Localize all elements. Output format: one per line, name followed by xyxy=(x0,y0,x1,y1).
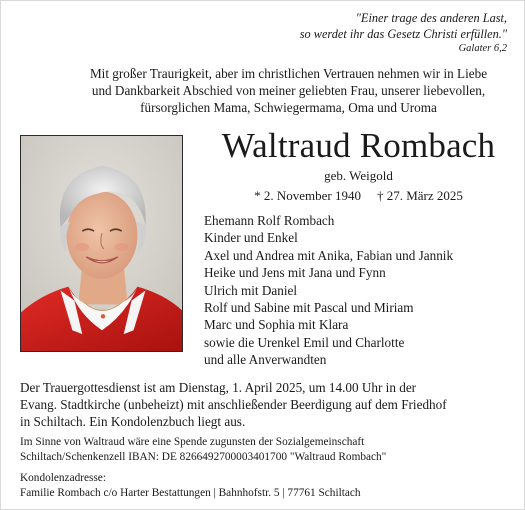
deceased-info xyxy=(196,125,521,204)
portrait-illustration xyxy=(21,136,182,351)
service-line-3: in Schiltach. Ein Kondolenzbuch liegt aus. xyxy=(20,414,246,429)
service-line-2: Evang. Stadtkirche (unbeheizt) mit anschließender Beerdigung auf dem Friedhof xyxy=(20,397,447,412)
maiden-name: geb. Weigold xyxy=(324,168,393,183)
family-line: und alle Anverwandten xyxy=(204,352,327,368)
quote-line-2: so werdet ihr das Gesetz Christi erfüllen." xyxy=(299,26,507,41)
family-line: Axel und Andrea mit Anika, Fabian und Jannik xyxy=(204,247,454,263)
life-dates xyxy=(196,188,521,204)
service-line-1: Der Trauergottesdienst ist am Dienstag, 1. April 2025, um 14.00 Uhr in der xyxy=(20,380,417,395)
family-line: Ulrich mit Daniel xyxy=(204,282,298,298)
donation-line-2: Schiltach/Schenkenzell IBAN: DE 8266492700003401700 "Waltraud Rombach" xyxy=(20,450,387,463)
condolence-label: Kondolenzadresse: xyxy=(20,472,106,484)
family-line: sowie die Urenkel Emil und Charlotte xyxy=(204,334,405,350)
family-line: Ehemann Rolf Rombach xyxy=(204,213,335,228)
quote-line-1: "Einer trage des anderen Last, xyxy=(355,11,507,25)
quote-reference: Galater 6,2 xyxy=(458,43,507,54)
condolence-address xyxy=(20,471,515,500)
family-line: Marc und Sophia mit Klara xyxy=(204,317,349,333)
intro-line-3: fürsorglichen Mama, Schwiegermama, Oma und Uroma xyxy=(140,100,437,115)
donation-line-1: Im Sinne von Waltraud wäre eine Spende zugunsten der Sozialgemeinschaft xyxy=(20,436,365,448)
birth-date: * 2. November 1940 xyxy=(254,188,361,203)
family-line: Kinder und Enkel xyxy=(204,230,298,246)
family-list xyxy=(204,212,453,369)
death-date: † 27. März 2025 xyxy=(376,188,463,203)
intro-text xyxy=(56,65,521,116)
family-line: Rolf und Sabine mit Pascal und Miriam xyxy=(204,300,414,316)
family-line: Heike und Jens mit Jana und Fynn xyxy=(204,265,386,281)
portrait-photo xyxy=(20,135,183,352)
condolence-address-text: Familie Rombach c/o Harter Bestattungen | Bahnhofstr. 5 | 77761 Schiltach xyxy=(20,486,361,499)
funeral-service-info xyxy=(20,379,510,430)
bible-quote xyxy=(300,11,507,55)
intro-line-1: Mit großer Traurigkeit, aber im christlichen Vertrauen nehmen wir in Liebe xyxy=(89,66,488,81)
deceased-name: Waltraud Rombach xyxy=(221,126,496,165)
donation-info xyxy=(20,435,515,464)
intro-line-2: und Dankbarkeit Abschied von meiner geliebten Frau, unserer liebevollen, xyxy=(91,83,486,98)
